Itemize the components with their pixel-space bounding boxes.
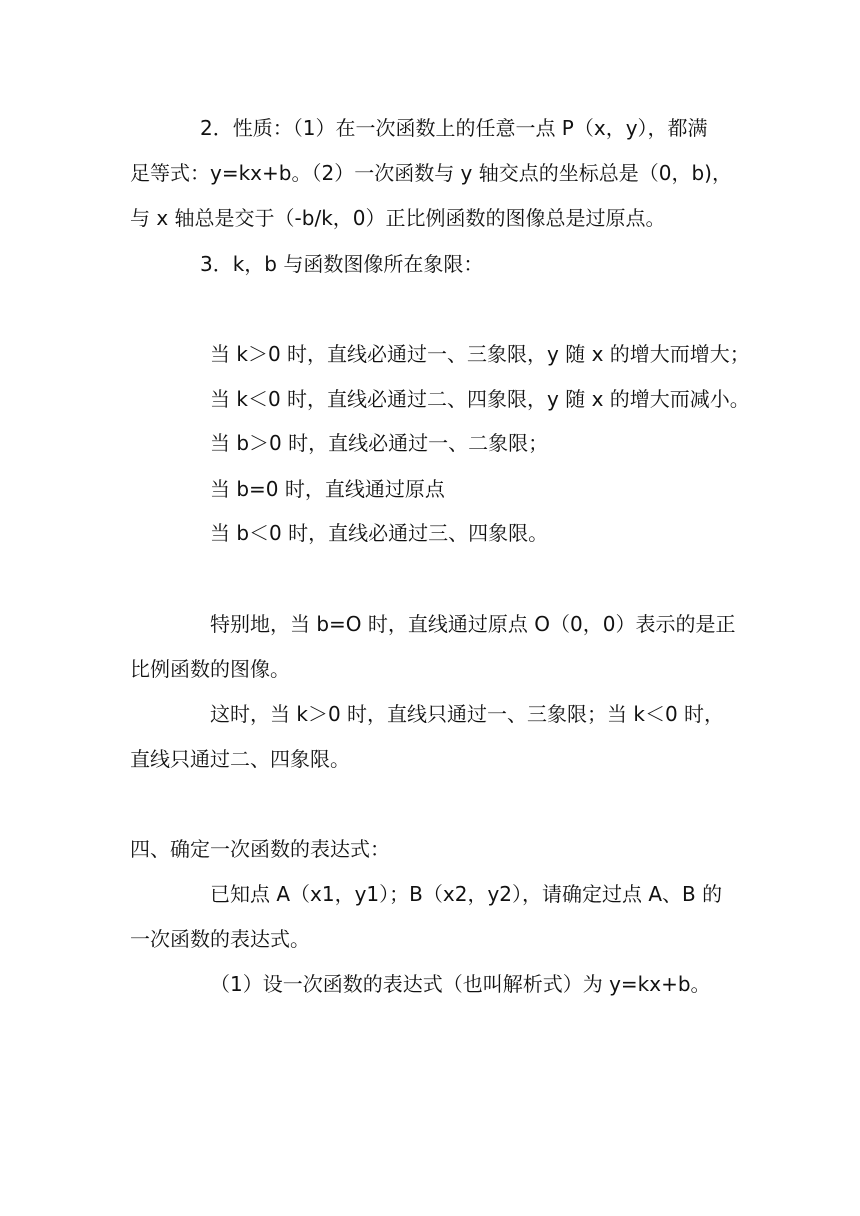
step-1-line: （1）设一次函数的表达式（也叫解析式）为 y=kx+b。 bbox=[210, 972, 711, 996]
then-line-1: 这时，当 k＞0 时，直线只通过一、三象限；当 k＜0 时， bbox=[210, 702, 725, 726]
condition-b-negative: 当 b＜0 时，直线必通过三、四象限。 bbox=[210, 521, 549, 545]
property-line-1: 2．性质：（1）在一次函数上的任意一点 P（x，y），都满 bbox=[200, 116, 708, 140]
property-line-3: 与 x 轴总是交于（-b/k，0）正比例函数的图像总是过原点。 bbox=[130, 206, 666, 230]
section-3-heading: 3．k，b 与函数图像所在象限： bbox=[200, 252, 484, 276]
condition-k-positive: 当 k＞0 时，直线必通过一、三象限，y 随 x 的增大而增大； bbox=[210, 342, 750, 366]
condition-k-negative: 当 k＜0 时，直线必通过二、四象限，y 随 x 的增大而减小。 bbox=[210, 387, 750, 411]
given-points-line-1: 已知点 A（x1，y1）；B（x2，y2），请确定过点 A、B 的 bbox=[210, 882, 723, 906]
special-case-line-1: 特别地，当 b=O 时，直线通过原点 O（0，0）表示的是正 bbox=[210, 612, 736, 636]
condition-b-zero: 当 b=0 时，直线通过原点 bbox=[210, 477, 445, 501]
given-points-line-2: 一次函数的表达式。 bbox=[130, 927, 310, 951]
special-case-line-2: 比例函数的图像。 bbox=[130, 657, 290, 681]
then-line-2: 直线只通过二、四象限。 bbox=[130, 747, 350, 771]
condition-b-positive: 当 b＞0 时，直线必通过一、二象限； bbox=[210, 431, 549, 455]
section-4-heading: 四、确定一次函数的表达式： bbox=[130, 837, 390, 861]
property-line-2: 足等式：y=kx+b。（2）一次函数与 y 轴交点的坐标总是（0，b)， bbox=[130, 161, 732, 185]
